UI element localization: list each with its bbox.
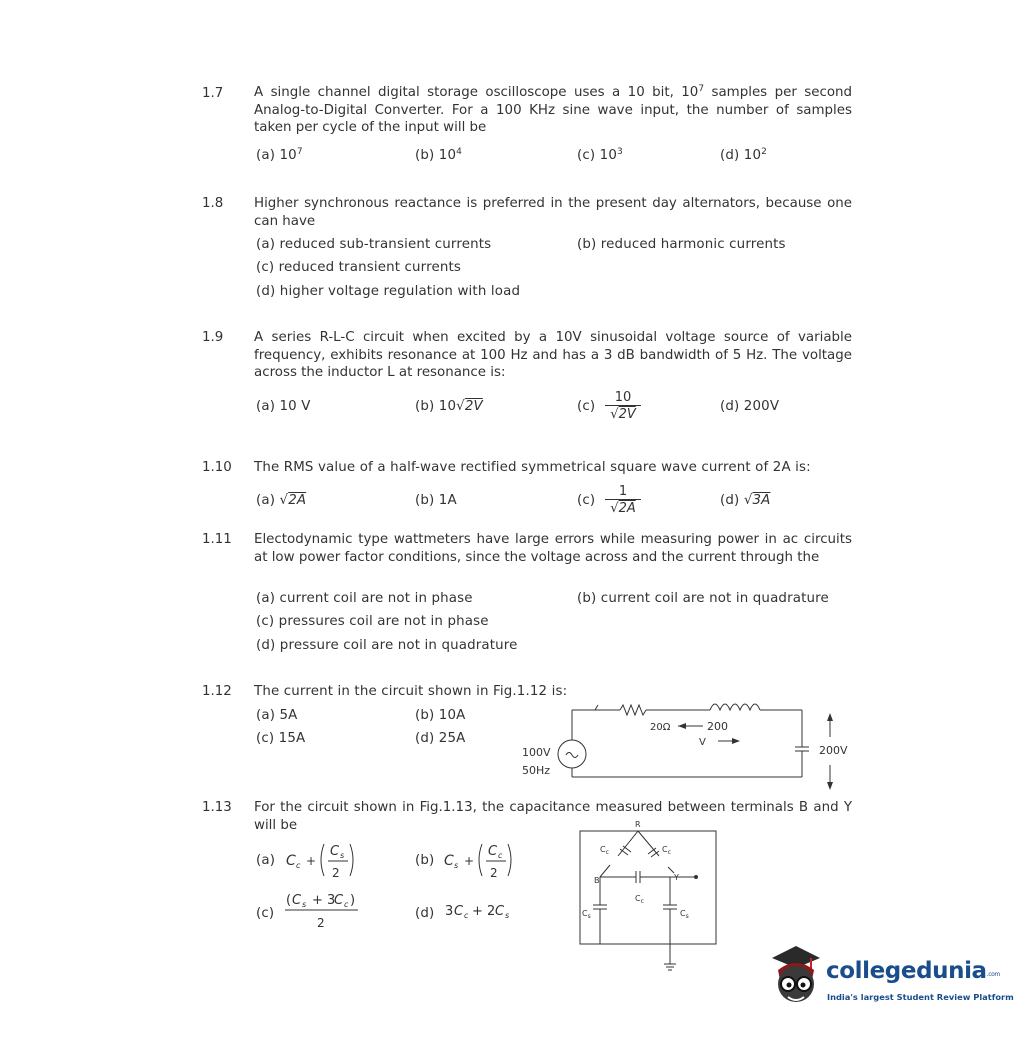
svg-text:2: 2 <box>490 866 498 880</box>
option-c-fraction: $\frac{1}{√2A}$ <box>605 484 641 516</box>
svg-text:2: 2 <box>317 916 325 930</box>
question-stem: A single channel digital storage oscilloscope uses a 10 bit, $10^7$ samples per second Analog-to-Digital Converter. For a 100 KHz sine wave input, the number of samples taken per cycle of the input will be <box>254 84 853 135</box>
option-b-label: (b) <box>415 853 435 868</box>
label-cs-right: $C_s$ <box>680 909 689 920</box>
option-a: (a) $10^7$ <box>256 147 303 163</box>
question-stem: The current in the circuit shown in Fig.1.12 is: <box>254 684 568 699</box>
svg-text:s: s <box>340 851 345 860</box>
svg-text:C: C <box>334 893 344 908</box>
option-b: (b) 10A <box>415 708 466 723</box>
question-stem: For the circuit shown in Fig.1.13, the capacitance measured between terminals B and Y will be <box>254 800 852 833</box>
question-number: 1.13 <box>202 800 232 815</box>
label-cc-right: $C_c$ <box>662 845 671 856</box>
label-cc-left: $C_c$ <box>600 845 609 856</box>
option-c: (c) $10^3$ <box>577 147 623 163</box>
svg-text:+ 3: + 3 <box>312 893 336 908</box>
figure-1-13-circuit <box>570 815 730 985</box>
option-b: (b) 10√2V <box>415 399 483 414</box>
option-b: (b) reduced harmonic currents <box>577 237 786 252</box>
svg-text:c: c <box>464 911 469 920</box>
label-R: R <box>635 820 641 829</box>
question-stem: Electodynamic type wattmeters have large errors while measuring power in ac circuits at low power factor conditions, since the voltage across and the current through the <box>254 532 852 565</box>
option-a: (a) 10 V <box>256 399 311 414</box>
resistor-label: 20Ω <box>650 722 671 733</box>
svg-text:s: s <box>302 900 307 909</box>
question-stem: A series R-L-C circuit when excited by a 10V sinusoidal voltage source of variable frequency, exhibits resonance at 100 Hz and has a 3 dB bandwidth of 5 Hz. The voltage across the inductor L at resonance is: <box>254 330 852 380</box>
figure-1-12-circuit <box>510 695 860 795</box>
label-cs-left: $C_s$ <box>582 909 591 920</box>
option-b-expression <box>440 838 520 888</box>
arrow-v-label: V <box>699 737 706 748</box>
label-B: B <box>594 876 600 885</box>
option-c-label: (c) <box>577 399 596 414</box>
option-d-expression <box>440 896 530 926</box>
svg-text:C: C <box>292 893 302 908</box>
svg-text:(: ( <box>286 893 292 908</box>
option-b: (b) current coil are not in quadrature <box>577 591 829 606</box>
source-voltage-label: 100V <box>522 746 551 759</box>
question-number: 1.7 <box>202 86 224 101</box>
question-stem: Higher synchronous reactance is preferred in the present day alternators, because one can have <box>254 196 852 229</box>
svg-text:C: C <box>286 853 296 869</box>
svg-text:s: s <box>505 911 510 920</box>
option-c-label: (c) <box>256 906 275 921</box>
capacitor-voltage-label: 200V <box>819 744 848 757</box>
option-d: (d) higher voltage regulation with load <box>256 284 521 299</box>
option-a-label: (a) <box>256 853 276 868</box>
source-frequency-label: 50Hz <box>522 764 551 777</box>
question-number: 1.11 <box>202 532 232 547</box>
question-number: 1.9 <box>202 330 224 345</box>
svg-text:C: C <box>495 904 505 919</box>
option-a: (a) 5A <box>256 708 298 723</box>
svg-text:C: C <box>454 904 464 919</box>
inductor-voltage-label: 200 <box>707 720 728 733</box>
option-c: (c) 15A <box>256 731 306 746</box>
option-c: (c) reduced transient currents <box>256 260 462 275</box>
question-number: 1.10 <box>202 460 232 475</box>
svg-text:+: + <box>464 854 475 868</box>
collegedunia-mascot-icon <box>766 944 826 1010</box>
option-a: (a) current coil are not in phase <box>256 591 473 606</box>
label-cc-bottom: $C_c$ <box>635 894 644 905</box>
option-d: (d) 200V <box>720 399 780 414</box>
option-c-expression <box>282 885 372 935</box>
svg-text:+ 2: + 2 <box>472 904 496 919</box>
brand-name: collegedunia.com <box>826 958 1000 984</box>
option-b: (b) 1A <box>415 493 457 508</box>
option-d: (d) $10^2$ <box>720 147 768 163</box>
svg-text:2: 2 <box>332 866 340 880</box>
svg-text:C: C <box>488 844 498 859</box>
option-d-label: (d) <box>415 906 435 921</box>
option-c: (c) pressures coil are not in phase <box>256 614 489 629</box>
option-a: (a) reduced sub-transient currents <box>256 237 492 252</box>
svg-text:c: c <box>498 851 503 860</box>
option-d: (d) pressure coil are not in quadrature <box>256 638 518 653</box>
svg-text:): ) <box>350 893 356 908</box>
svg-text:+: + <box>306 854 317 868</box>
option-d: (d) 25A <box>415 731 466 746</box>
svg-text:c: c <box>344 900 349 909</box>
svg-text:C: C <box>330 844 340 859</box>
question-number: 1.8 <box>202 196 224 211</box>
option-d: (d) √3A <box>720 493 771 508</box>
svg-text:s: s <box>454 861 459 870</box>
option-b: (b) $10^4$ <box>415 147 463 163</box>
brand-tagline: India's largest Student Review Platform <box>827 992 1014 1002</box>
option-a: (a) √2A <box>256 493 307 508</box>
question-stem: The RMS value of a half-wave rectified symmetrical square wave current of 2A is: <box>254 460 811 475</box>
question-number: 1.12 <box>202 684 232 699</box>
label-Y: Y <box>674 873 679 882</box>
svg-text:C: C <box>444 853 454 869</box>
option-c-label: (c) <box>577 493 596 508</box>
svg-text:3: 3 <box>445 904 454 919</box>
option-c-fraction: $\frac{10}{√2V}$ <box>605 390 641 422</box>
svg-text:c: c <box>296 861 301 870</box>
option-a-expression <box>282 838 362 888</box>
